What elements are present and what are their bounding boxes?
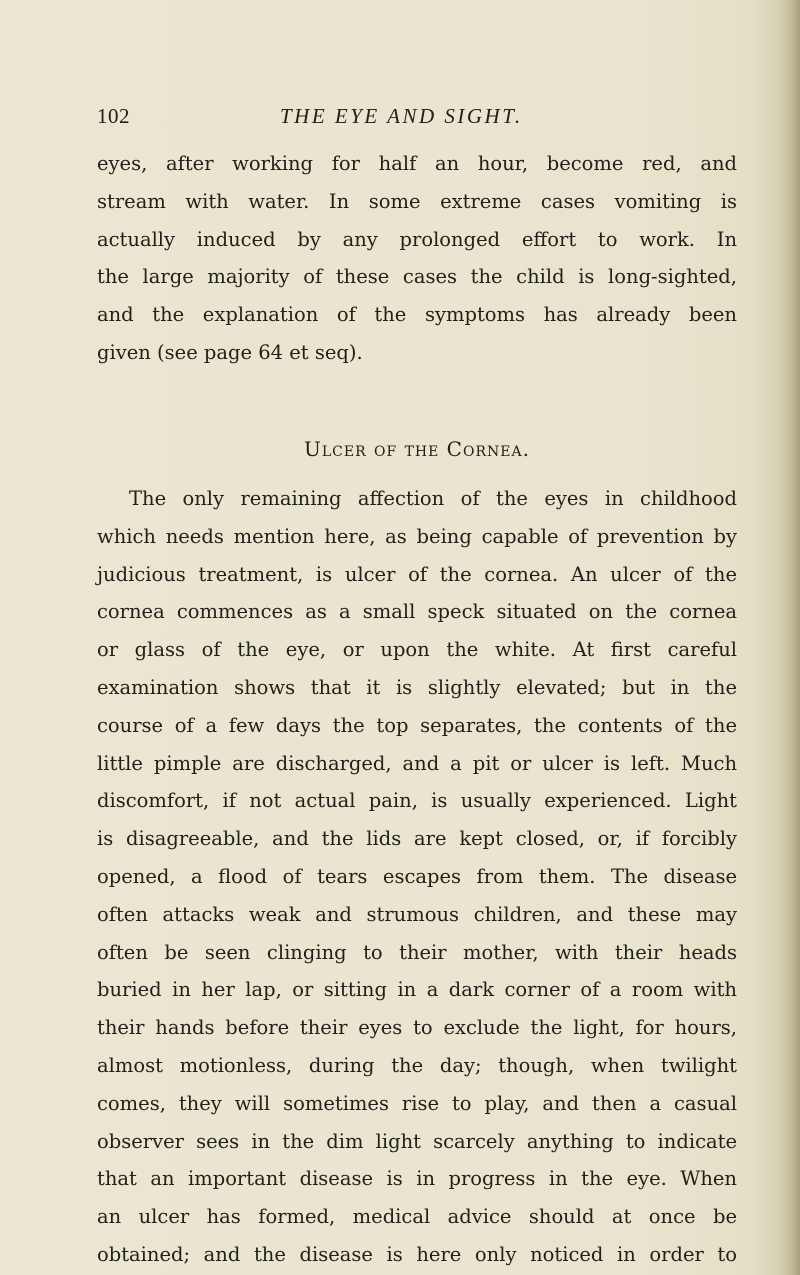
text-line: opened, a flood of tears escapes from them. The disease (97, 864, 737, 888)
text-line: or glass of the eye, or upon the white. At first careful (97, 638, 737, 662)
text-line: the large majority of these cases the child is long-sighted, (97, 265, 737, 289)
text-line: little pimple are discharged, and a pit or ulcer is left. Much (97, 751, 737, 775)
text-line: stream with water. In some extreme cases vomiting is (97, 189, 737, 213)
paragraph-2 (97, 480, 737, 1274)
page-header (97, 104, 737, 134)
text-line: is disagreeable, and the lids are kept closed, or, if forcibly (97, 827, 737, 851)
text-line: often attacks weak and strumous children, and these may (97, 902, 737, 926)
text-line: and the explanation of the symptoms has already been (97, 303, 737, 327)
paragraph-1 (97, 145, 737, 372)
text-line: often be seen clinging to their mother, with their heads (97, 940, 737, 964)
text-line: cornea commences as a small speck situated on the cornea (97, 600, 737, 624)
text-line: given (see page 64 et seq). (97, 340, 363, 364)
text-line: eyes, after working for half an hour, become red, and (97, 152, 737, 175)
running-head: THE EYE AND SIGHT. (280, 104, 523, 128)
text-line: The only remaining affection of the eyes in childhood (129, 487, 737, 510)
text-line: almost motionless, during the day; though, when twilight (97, 1053, 737, 1077)
text-line: an ulcer has formed, medical advice should at once be (97, 1205, 737, 1229)
page-number: 102 (97, 104, 130, 128)
text-line: that an important disease is in progress in the eye. When (97, 1167, 737, 1191)
text-line: actually induced by any prolonged effort to work. In (97, 227, 737, 251)
section-heading: Ulcer of the Cornea. (304, 437, 530, 461)
text-line: buried in her lap, or sitting in a dark corner of a room with (97, 978, 737, 1002)
text-line: course of a few days the top separates, the contents of the (97, 713, 737, 737)
text-line: obtained; and the disease is here only noticed in order to (97, 1242, 737, 1266)
text-line: judicious treatment, is ulcer of the cornea. An ulcer of the (97, 562, 737, 586)
text-line: discomfort, if not actual pain, is usually experienced. Light (97, 789, 737, 813)
text-line: examination shows that it is slightly elevated; but in the (97, 675, 737, 699)
text-line: which needs mention here, as being capable of prevention by (97, 524, 737, 548)
text-line: observer sees in the dim light scarcely anything to indicate (97, 1129, 737, 1153)
text-line: comes, they will sometimes rise to play, and then a casual (97, 1091, 737, 1115)
text-line: their hands before their eyes to exclude the light, for hours, (97, 1016, 737, 1040)
page-edge-shadow (778, 0, 800, 1275)
